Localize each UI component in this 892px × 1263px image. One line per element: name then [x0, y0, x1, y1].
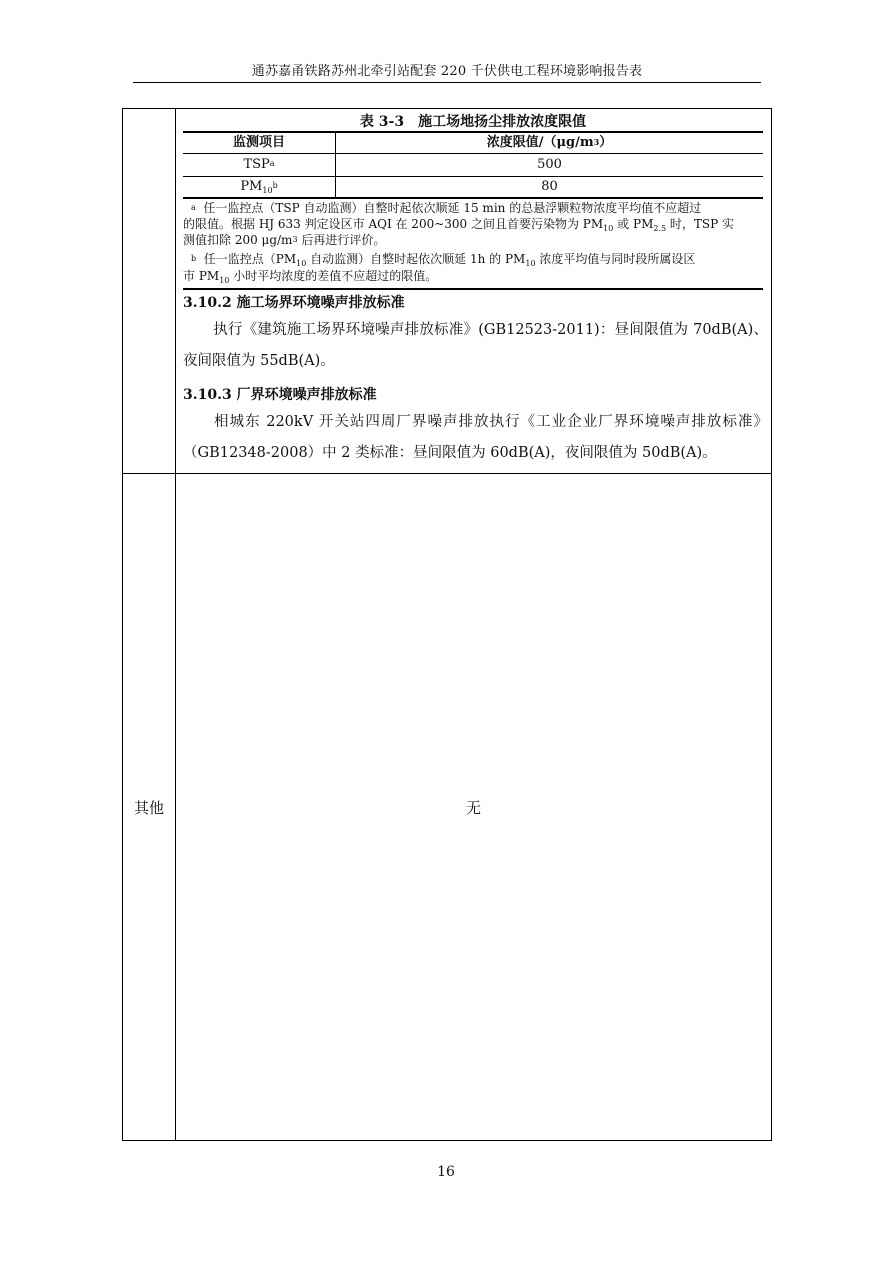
- table-caption-text: 施工场地扬尘排放浓度限值: [418, 114, 587, 130]
- table-number: 表 3-3: [359, 114, 405, 130]
- table-header-item: 监测项目: [232, 135, 285, 150]
- section-3-10-2-body: 执行《建筑施工场界环境噪声排放标准》(GB12523-2011)：昼间限值为 70dB(A)、夜间限值为 55dB(A)。: [183, 322, 768, 369]
- document-header: 通苏嘉甬铁路苏州北牵引站配套 220 千伏供电工程环境影响报告表: [251, 64, 643, 79]
- footnote-a: $^a$ 任一监控点（TSP 自动监测）自整时起依次顺延 15 min 的总悬浮颗粒物浓度平均值不应超过 的限值。根据 HJ 633 判定设区市 AQI 在 200~300 之间且首要污染物为 $PM_{10}$ 或 $PM_{2.5}$ 时，TSP 实 测值扣除 200 $\mu g/m^3$ 后再进行评价。: [183, 201, 735, 247]
- table-header-limit: 浓度限值$/(\mu g/m^3)$: [486, 135, 613, 150]
- row-divider: [123, 473, 771, 474]
- page-number: 16: [437, 1164, 455, 1180]
- other-row-content: 无: [465, 799, 481, 817]
- other-row-label: 其他: [133, 799, 164, 817]
- header-rule: [133, 82, 761, 83]
- table-row-pm10-value: 80: [541, 179, 558, 194]
- table-header-rule: [183, 153, 763, 154]
- section-3-10-3-body: 相城东 220kV 开关站四周厂界噪声排放执行《工业企业厂界环境噪声排放标准》（GB12348-2008）中 2 类标准：昼间限值为 60dB(A)，夜间限值为 50dB(A)。: [183, 414, 768, 461]
- footnote-b: $^b$ 任一监控点（$PM_{10}$ 自动监测）自整时起依次顺延 1h 的 $PM_{10}$ 浓度平均值与同时段所属设区 市 $PM_{10}$ 小时平均浓度的差值不应超过的限值。: [183, 252, 696, 285]
- section-3-10-3-title: 3.10.3 厂界环境噪声排放标准: [183, 387, 377, 403]
- section-3-10-2-title: 3.10.2 施工场界环境噪声排放标准: [183, 295, 405, 311]
- table-row-tsp-item: TSP$^a$: [243, 157, 275, 172]
- table-row-pm10-item: $PM_{10}^b$: [240, 179, 278, 195]
- footnote-bottom-rule: [183, 288, 763, 290]
- column-divider: [175, 109, 176, 1140]
- form-table: [122, 108, 772, 1141]
- table-bottom-rule: [183, 197, 763, 199]
- table-row-tsp-value: 500: [537, 157, 562, 172]
- table-caption: [183, 111, 763, 131]
